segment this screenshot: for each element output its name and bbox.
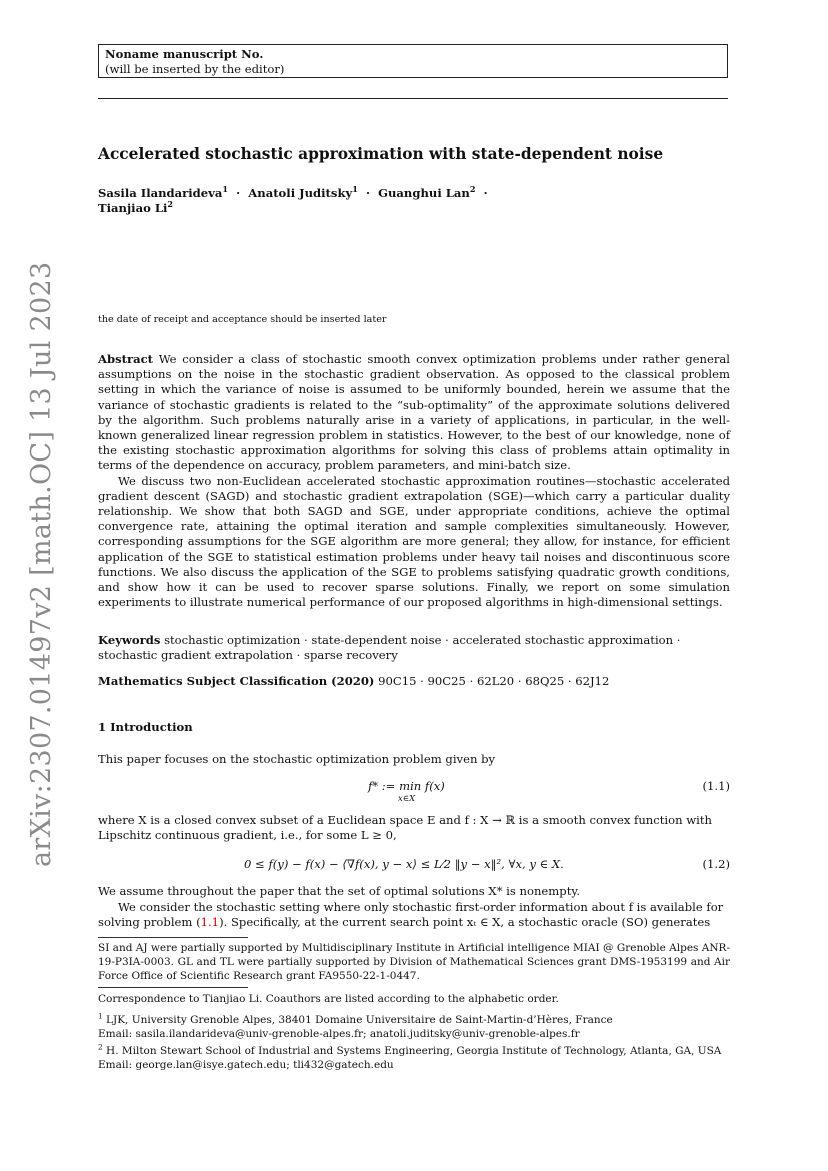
- editor-note: (will be inserted by the editor): [105, 62, 285, 77]
- arxiv-stamp: [18, 261, 66, 867]
- author-2: Anatoli Juditsky: [248, 186, 353, 200]
- abstract: [98, 352, 730, 610]
- equation-1-2-body: 0 ≤ f(y) − f(x) − ⟨∇f(x), y − x⟩ ≤ L⁄2 ‖y − x‖², ∀x, y ∈ X.: [244, 857, 564, 871]
- abstract-label: Abstract: [98, 352, 154, 366]
- msc-codes: 90C15 · 90C25 · 62L20 · 68Q25 · 62J12: [378, 674, 610, 688]
- abstract-paragraph-2: We discuss two non-Euclidean accelerated stochastic approximation routines—stochastic accelerated gradient descent (SAGD) and stochastic gradient extrapolation (SGE)—which carry a particular duality relationship. We show that both SAGD and SGE, under appropriate conditions, achieve the optimal convergence rate, attaining the optimal iteration and sample complexities simultaneously. However, corresponding assumptions for the SGE algorithm are more general; they allow, for instance, for efficient application of the SGE to statistical estimation problems under heavy tail noises and discontinuous score functions. We also discuss the application of the SGE to problems satisfying quadratic growth conditions, and show how it can be used to recover sparse solutions. Finally, we report on some simulation experiments to illustrate numerical performance of our proposed algorithms in high-dimensional settings.: [98, 473, 730, 610]
- abstract-paragraph-1: Abstract We consider a class of stochastic smooth convex optimization problems under rather general assumptions on the noise in the stochastic gradient observation. As opposed to the classical problem setting in which the variance of noise is assumed to be uniformly bounded, herein we assume that the variance of stochastic gradients is related to the “sub-optimality” of the approximate solutions delivered by the algorithm. Such problems naturally arise in a variety of applications, in particular, in the well-known generalized linear regression problem in statistics. However, to the best of our knowledge, none of the existing stochastic approximation algorithms for solving this class of problems attain optimality in terms of the dependence on accuracy, problem parameters, and mini-batch size.: [98, 352, 731, 473]
- author-list: Sasila Ilandarideva$^1$ · Anatoli Juditsky$^1$ · Guanghui Lan$^2$ · Tianjiao Li$^2$: [98, 184, 488, 216]
- date-note: the date of receipt and acceptance should be inserted later: [98, 314, 387, 325]
- section-heading-introduction: 1 Introduction: [98, 720, 193, 734]
- msc-label: Mathematics Subject Classification (2020): [98, 674, 375, 688]
- paper-title: Accelerated stochastic approximation with state-dependent noise: [98, 145, 664, 163]
- intro-paragraph-4: We consider the stochastic setting where only stochastic first-order information about f is available for solving problem (1.1). Specifically, at the current search point xₜ ∈ X, a stochastic oracle (SO) generates: [98, 900, 724, 930]
- header-rule: [98, 98, 728, 99]
- manuscript-header-box: [98, 44, 728, 78]
- author-3: Guanghui Lan: [378, 186, 470, 200]
- keywords: Keywords stochastic optimization · state-dependent noise · accelerated stochastic approximation · stochastic gradient extrapolation · sparse recovery: [98, 633, 681, 663]
- equation-1-1: [98, 779, 730, 809]
- intro-paragraph-1: This paper focuses on the stochastic optimization problem given by: [98, 752, 496, 766]
- affiliation-2: $^2$ H. Milton Stewart School of Industrial and Systems Engineering, Georgia Institute of Technology, Atlanta, GA, USA Email: george.lan@isye.gatech.edu; tli432@gatech.edu: [98, 1042, 722, 1071]
- intro-paragraph-3: We assume throughout the paper that the set of optimal solutions X* is nonempty.: [98, 884, 581, 898]
- affiliation-1: $^1$ LJK, University Grenoble Alpes, 38401 Domaine Universitaire de Saint-Martin-d’Hères, France Email: sasila.ilandarideva@univ-grenoble-alpes.fr; anatoli.juditsky@univ-grenoble-alpes.fr: [98, 1011, 613, 1040]
- correspondence-footnote: Correspondence to Tianjiao Li. Coauthors are listed according to the alphabetic order.: [98, 993, 559, 1005]
- equation-ref-link[interactable]: 1.1: [200, 915, 220, 930]
- intro-paragraph-2: where X is a closed convex subset of a Euclidean space E and f : X → ℝ is a smooth convex function with Lipschitz continuous gradient, i.e., for some L ≥ 0,: [98, 813, 713, 843]
- arxiv-stamp-text: arXiv:2307.01497v2 [math.OC] 13 Jul 2023: [26, 261, 57, 867]
- footnote-rule-1: [98, 937, 248, 938]
- footnote-rule-2: [98, 987, 248, 988]
- author-4: Tianjiao Li: [98, 201, 168, 216]
- keywords-label: Keywords: [98, 633, 161, 647]
- equation-1-1-body: f* := min f(x) x∈X: [368, 779, 445, 794]
- author-1: Sasila Ilandarideva: [98, 186, 223, 200]
- msc-classification: [98, 674, 609, 689]
- equation-1-2-number: (1.2): [702, 857, 730, 871]
- funding-footnote: SI and AJ were partially supported by Multidisciplinary Institute in Artificial intelligence MIAI @ Grenoble Alpes ANR-19-P3IA-0003. GL and TL were partially supported by Division of Mathematical Sciences grant DMS-1953199 and Air Force Office of Scientific Research grant FA9550-22-1-0447.: [98, 942, 730, 982]
- equation-1-1-subscript: x∈X: [398, 794, 416, 804]
- manuscript-number: Noname manuscript No.: [105, 47, 264, 61]
- equation-1-1-number: (1.1): [702, 779, 730, 793]
